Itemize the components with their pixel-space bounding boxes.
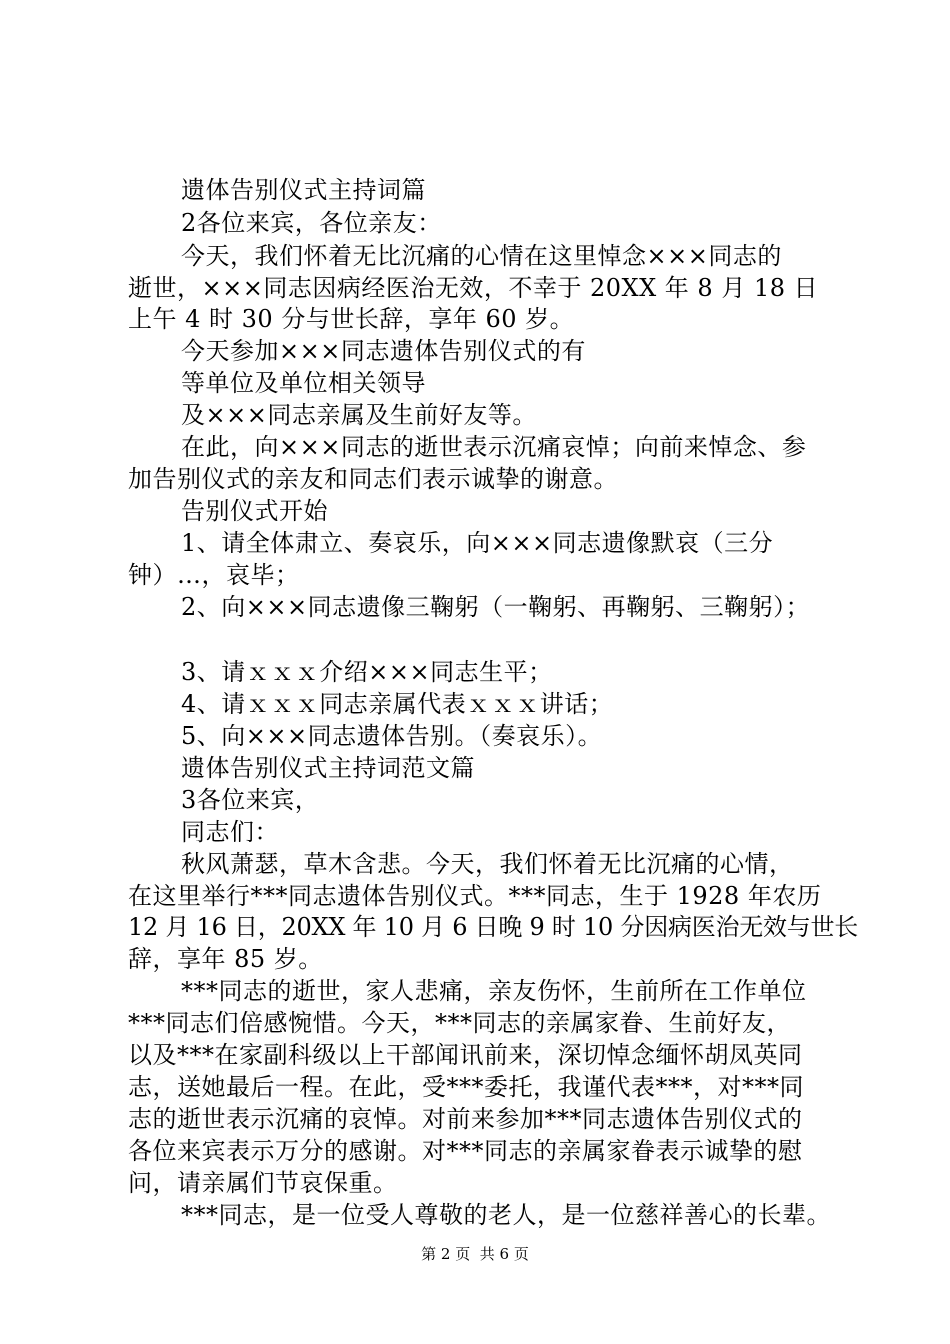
paragraph-line: ***同志们倍感惋惜。今天，***同志的亲属家眷、生前好友，	[128, 1009, 791, 1037]
list-item: 4、请ｘｘｘ同志亲属代表ｘｘｘ讲话；	[181, 690, 614, 718]
paragraph-line: 逝世，×××同志因病经医治无效，不幸于 20XX 年 8 月 18 日	[128, 274, 819, 302]
list-item: 2、向×××同志遗像三鞠躬（一鞠躬、再鞠躬、三鞠躬）；	[181, 593, 811, 621]
list-item: 5、向×××同志遗体告别。（奏哀乐）。	[181, 722, 603, 750]
list-item: 3、请ｘｘｘ介绍×××同志生平；	[181, 658, 553, 686]
paragraph-line: 问，请亲属们节哀保重。	[128, 1169, 398, 1197]
salutation-3: 同志们：	[181, 818, 279, 846]
salutation-1: 2各位来宾，各位亲友：	[181, 209, 442, 237]
paragraph-line: 等单位及单位相关领导	[181, 369, 426, 397]
list-item: 1、请全体肃立、奏哀乐，向×××同志遗像默哀（三分	[181, 529, 774, 557]
paragraph-line: 在这里举行***同志遗体告别仪式。***同志，生于 1928 年农历	[128, 882, 822, 910]
page-number-footer: 第 2 页 共 6 页	[421, 1245, 529, 1263]
paragraph-line: 上午 4 时 30 分与世长辞，享年 60 岁。	[128, 305, 575, 333]
paragraph-line: 在此，向×××同志的逝世表示沉痛哀悼；向前来悼念、参	[181, 433, 807, 461]
section-heading-2: 遗体告别仪式主持词范文篇	[181, 754, 475, 782]
paragraph-line: 各位来宾表示万分的感谢。对***同志的亲属家眷表示诚挚的慰	[128, 1137, 803, 1165]
paragraph-line: 以及***在家副科级以上干部闻讯前来，深切悼念缅怀胡凤英同	[128, 1041, 803, 1069]
paragraph-line: 12 月 16 日，20XX 年 10 月 6 日晚 9 时 10 分因病医治无效与世长	[128, 913, 858, 941]
paragraph-line: 今天参加×××同志遗体告别仪式的有	[181, 337, 586, 365]
paragraph-line: ***同志，是一位受人尊敬的老人，是一位慈祥善心的长辈。	[181, 1201, 831, 1229]
list-heading: 告别仪式开始	[181, 497, 328, 525]
section-heading-1: 遗体告别仪式主持词篇	[181, 176, 426, 204]
paragraph-line: ***同志的逝世，家人悲痛，亲友伤怀，生前所在工作单位	[181, 977, 807, 1005]
salutation-2: 3各位来宾，	[181, 786, 320, 814]
paragraph-line: 辞，享年 85 岁。	[128, 945, 323, 973]
paragraph-line: 志，送她最后一程。在此，受***委托，我谨代表***，对***同	[128, 1073, 804, 1101]
paragraph-line: 秋风萧瑟，草木含悲。今天，我们怀着无比沉痛的心情，	[181, 850, 794, 878]
paragraph-line: 今天，我们怀着无比沉痛的心情在这里悼念×××同志的	[181, 242, 782, 270]
paragraph-line: 及×××同志亲属及生前好友等。	[181, 401, 537, 429]
paragraph-line: 志的逝世表示沉痛的哀悼。对前来参加***同志遗体告别仪式的	[128, 1105, 803, 1133]
paragraph-line: 加告别仪式的亲友和同志们表示诚挚的谢意。	[128, 465, 618, 493]
list-item-continuation: 钟）…，哀毕；	[128, 561, 300, 589]
